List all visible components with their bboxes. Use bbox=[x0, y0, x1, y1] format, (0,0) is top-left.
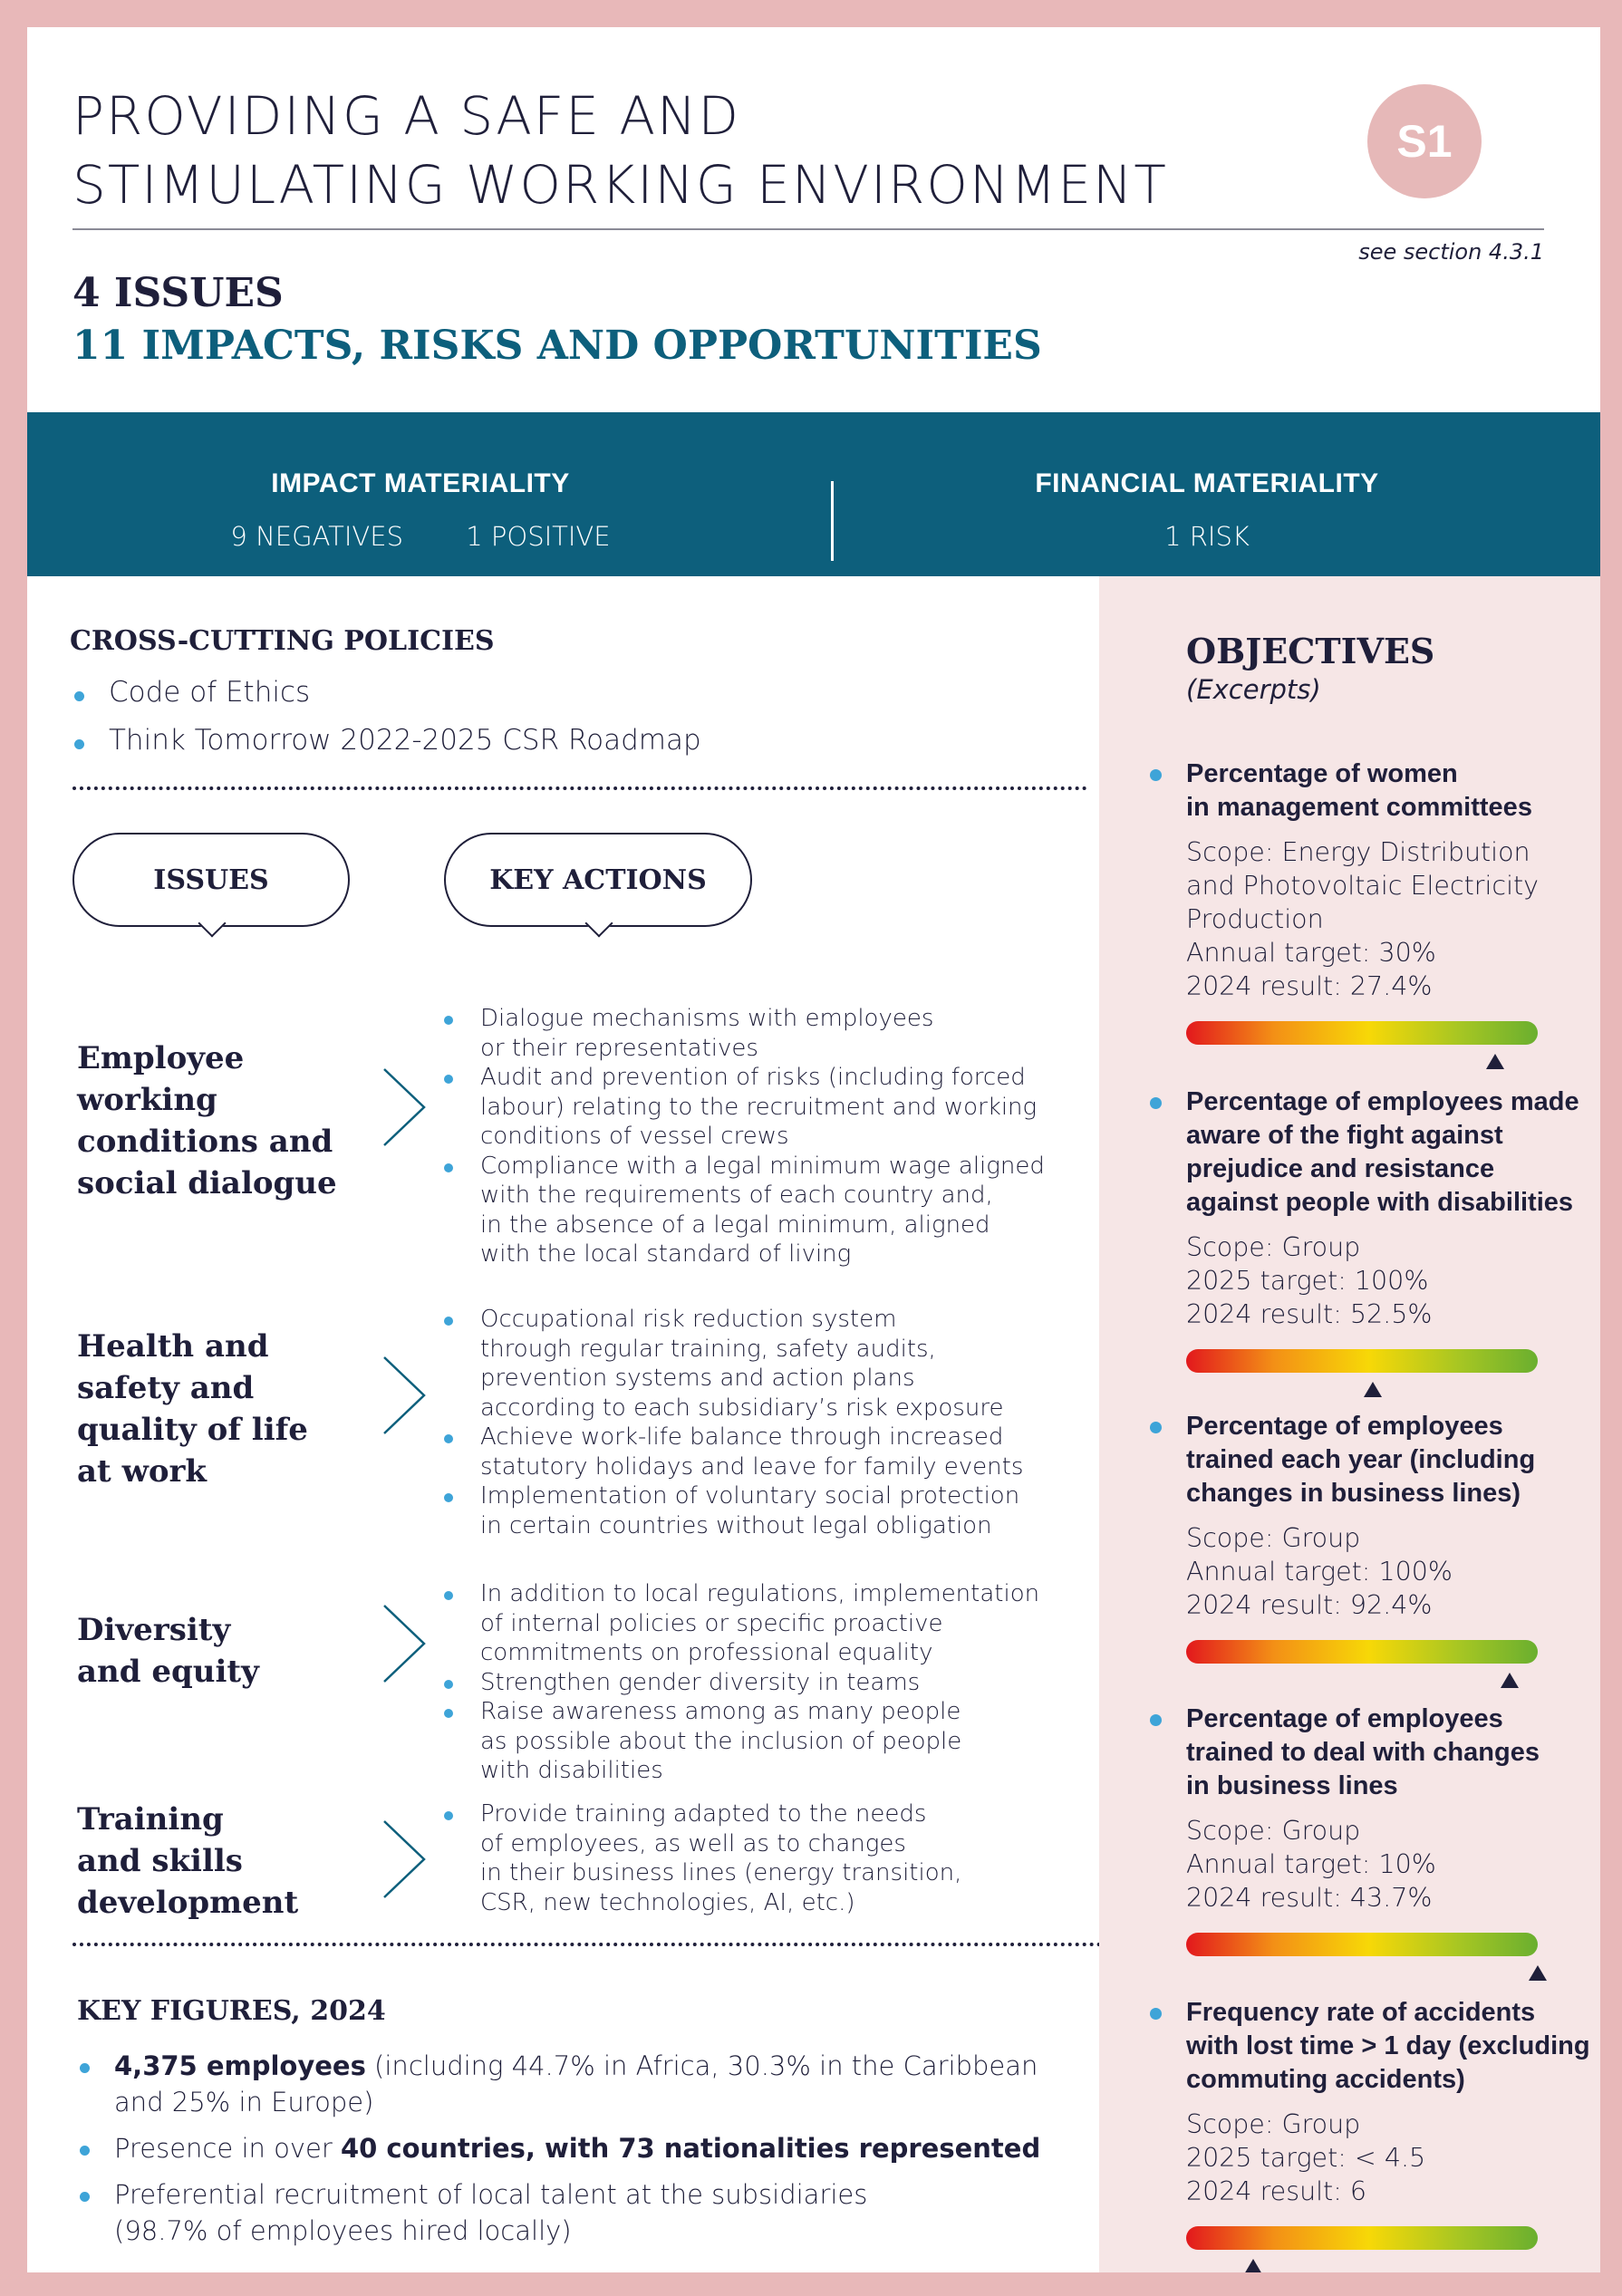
issues-bubble: ISSUES bbox=[72, 833, 350, 927]
materiality-band bbox=[27, 412, 1600, 576]
key-actions-bubble: KEY ACTIONS bbox=[444, 833, 752, 927]
gauge-marker-icon bbox=[1529, 1965, 1547, 1981]
impact-positive: 1 POSITIVE bbox=[466, 521, 611, 552]
bullet-icon bbox=[1150, 2008, 1162, 2020]
progress-gauge bbox=[1186, 1021, 1538, 1045]
financial-materiality bbox=[814, 412, 1600, 576]
issues-count: 4 ISSUES bbox=[72, 270, 284, 316]
objective-details: Scope: Group Annual target: 10% 2024 result: 43.7% bbox=[1186, 1816, 1436, 1913]
action-list bbox=[442, 1579, 1095, 1786]
progress-gauge bbox=[1186, 1933, 1538, 1956]
list-item: Occupational risk reduction system through regular training, safety audits, prevention systems and action plans according to each subsidiary’s risk exposure bbox=[442, 1305, 1095, 1423]
chevron-right-icon bbox=[379, 1066, 431, 1149]
list-item: Raise awareness among as many people as possible about the inclusion of people with disabilities bbox=[442, 1697, 1095, 1786]
dotted-divider bbox=[72, 786, 1087, 790]
figure-text: (including 44.7% in Africa, 30.3% in the Caribbean and 25% in Europe) bbox=[114, 2050, 1038, 2118]
objectives-title: OBJECTIVES bbox=[1186, 631, 1435, 671]
bullet-icon bbox=[1150, 1422, 1162, 1433]
issue-title: Diversity and equity bbox=[77, 1612, 259, 1690]
title-divider bbox=[72, 228, 1544, 230]
section-reference: see section 4.3.1 bbox=[1358, 239, 1544, 265]
band-divider bbox=[831, 481, 834, 561]
list-item: Audit and prevention of risks (including forced labour) relating to the recruitment and working conditions of vessel crews bbox=[442, 1063, 1095, 1152]
page bbox=[27, 27, 1600, 2272]
objective-heading: Percentage of women in management committees bbox=[1186, 759, 1532, 822]
financial-risk: 1 RISK bbox=[1164, 521, 1250, 552]
list-item: Dialogue mechanisms with employees or their representatives bbox=[442, 1004, 1095, 1063]
objective-details: Scope: Group 2025 target: 100% 2024 result: 52.5% bbox=[1186, 1232, 1433, 1329]
cross-cutting-list bbox=[72, 669, 701, 765]
bullet-icon bbox=[1150, 769, 1162, 781]
list-item bbox=[78, 2048, 1084, 2120]
figure-emphasis: 4,375 employees bbox=[114, 2050, 366, 2081]
issue-title: Training and skills development bbox=[77, 1801, 299, 1921]
key-figures-title: KEY FIGURES, 2024 bbox=[77, 1995, 386, 2027]
impact-materiality-heading: IMPACT MATERIALITY bbox=[271, 468, 570, 498]
list-item: Provide training adapted to the needs of employees, as well as to changes in their business lines (energy transition, CSR, new technologies, AI, etc.) bbox=[442, 1799, 1095, 1917]
list-item: Implementation of voluntary social protection in certain countries without legal obligation bbox=[442, 1481, 1095, 1540]
issue-title: Health and safety and quality of life at work bbox=[77, 1328, 308, 1490]
objectives-panel bbox=[1099, 576, 1600, 2272]
figure-text: Presence in over bbox=[114, 2133, 341, 2164]
financial-materiality-heading: FINANCIAL MATERIALITY bbox=[1035, 468, 1379, 498]
objective-item bbox=[1186, 1085, 1594, 1373]
bullet-icon bbox=[1150, 1097, 1162, 1109]
list-item: Compliance with a legal minimum wage aligned with the requirements of each country and, in the absence of a legal minimum, aligned with the local standard of living bbox=[442, 1152, 1095, 1269]
dotted-divider bbox=[72, 1943, 1109, 1946]
action-list bbox=[442, 1004, 1095, 1269]
objective-details: Scope: Group Annual target: 100% 2024 result: 92.4% bbox=[1186, 1523, 1453, 1620]
issue-title: Employee working conditions and social dialogue bbox=[77, 1040, 337, 1201]
list-item: Think Tomorrow 2022-2025 CSR Roadmap bbox=[72, 717, 701, 765]
chevron-right-icon bbox=[379, 1818, 431, 1901]
objectives-subtitle: (Excerpts) bbox=[1186, 674, 1321, 705]
chevron-right-icon bbox=[379, 1354, 431, 1437]
list-item: Code of Ethics bbox=[72, 669, 701, 717]
objective-item bbox=[1186, 757, 1594, 1045]
objective-heading: Percentage of employees trained each year (including changes in business lines) bbox=[1186, 1412, 1536, 1508]
objective-item bbox=[1186, 1996, 1594, 2250]
objective-item bbox=[1186, 1410, 1594, 1664]
list-item bbox=[78, 2130, 1084, 2166]
action-list bbox=[442, 1799, 1095, 1917]
key-figures-list bbox=[78, 2048, 1084, 2259]
progress-gauge bbox=[1186, 2226, 1538, 2250]
gauge-marker-icon bbox=[1244, 2259, 1262, 2272]
list-item: Achieve work-life balance through increased statutory holidays and leave for family events bbox=[442, 1423, 1095, 1481]
gauge-marker-icon bbox=[1501, 1673, 1519, 1688]
figure-emphasis: 40 countries, with 73 nationalities represented bbox=[340, 2133, 1041, 2164]
impact-negatives: 9 NEGATIVES bbox=[230, 521, 403, 552]
objective-heading: Frequency rate of accidents with lost time > 1 day (excluding commuting accidents) bbox=[1186, 1998, 1590, 2094]
gauge-marker-icon bbox=[1486, 1054, 1504, 1069]
objective-item bbox=[1186, 1703, 1594, 1956]
objective-heading: Percentage of employees made aware of the fight against prejudice and resistance against people with disabilities bbox=[1186, 1087, 1579, 1217]
progress-gauge bbox=[1186, 1349, 1538, 1373]
list-item: In addition to local regulations, implementation of internal policies or specific proactive commitments on professional equality bbox=[442, 1579, 1095, 1668]
bullet-icon bbox=[1150, 1714, 1162, 1726]
progress-gauge bbox=[1186, 1640, 1538, 1664]
list-item: Strengthen gender diversity in teams bbox=[442, 1668, 1095, 1698]
objective-heading: Percentage of employees trained to deal with changes in business lines bbox=[1186, 1704, 1540, 1800]
objective-details: Scope: Energy Distribution and Photovoltaic Electricity Production Annual target: 30% 2024 result: 27.4% bbox=[1186, 837, 1540, 1001]
chevron-right-icon bbox=[379, 1602, 431, 1685]
objective-details: Scope: Group 2025 target: < 4.5 2024 result: 6 bbox=[1186, 2109, 1426, 2206]
list-item: Preferential recruitment of local talent at the subsidiaries (98.7% of employees hired locally) bbox=[78, 2176, 1084, 2249]
iro-count: 11 IMPACTS, RISKS AND OPPORTUNITIES bbox=[72, 323, 1042, 369]
gauge-marker-icon bbox=[1364, 1382, 1382, 1397]
page-title: PROVIDING A SAFE AND STIMULATING WORKING ENVIRONMENT bbox=[72, 85, 1168, 216]
section-badge: S1 bbox=[1367, 84, 1482, 198]
cross-cutting-title: CROSS-CUTTING POLICIES bbox=[70, 625, 495, 657]
action-list bbox=[442, 1305, 1095, 1540]
impact-materiality bbox=[27, 412, 814, 576]
